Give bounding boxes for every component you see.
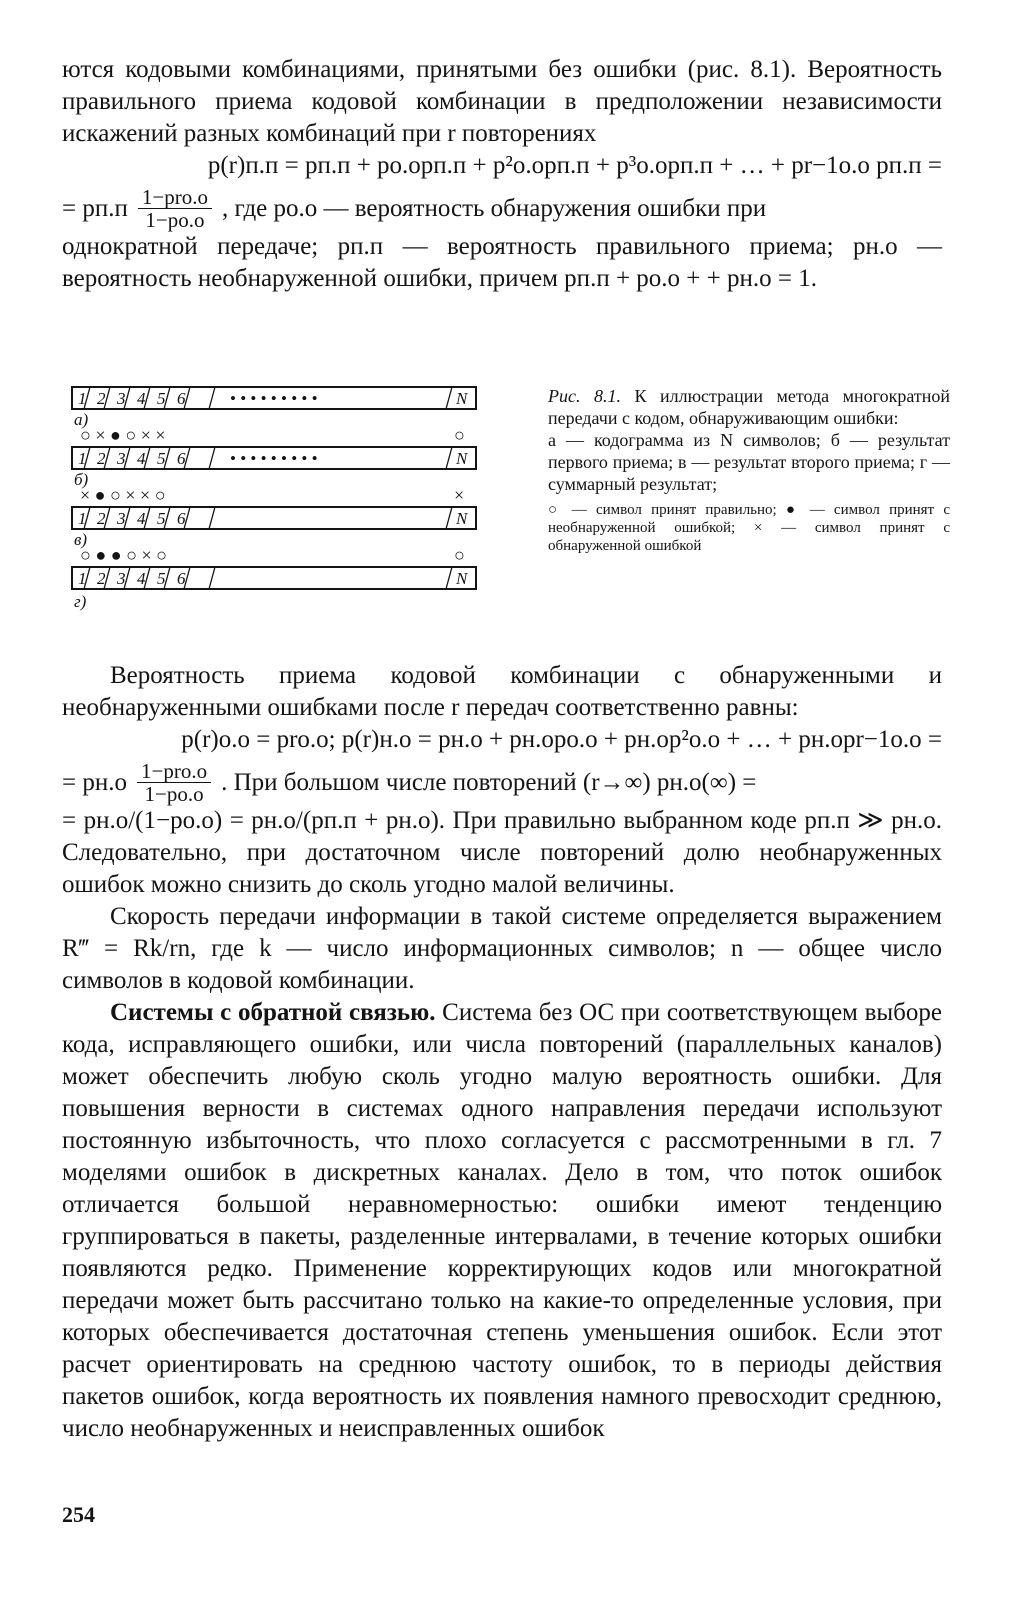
svg-text:× ● ○ × × ○: × ● ○ × × ○ xyxy=(80,485,166,505)
svg-text:○: ○ xyxy=(454,545,465,565)
svg-text:3: 3 xyxy=(117,509,126,528)
svg-text:1: 1 xyxy=(78,449,87,468)
svg-text:2: 2 xyxy=(97,569,106,588)
svg-text:2: 2 xyxy=(97,449,106,468)
formula-1b xyxy=(62,186,942,231)
fraction-1-denominator: 1−po.o xyxy=(145,208,205,232)
svg-text:5: 5 xyxy=(157,449,166,468)
svg-text:N: N xyxy=(456,569,468,588)
paragraph-1-cont: однократной передаче; pп.п — вероятность правильного приема; pн.о — вероятность необнаруженной ошибки, причем pп.п + pо.о + + pн.о = 1. xyxy=(62,233,942,292)
svg-text:N: N xyxy=(456,389,468,408)
svg-text:• • • • • • • • •: • • • • • • • • • xyxy=(230,389,318,408)
paragraph-1: ются кодовыми комбинациями, принятыми без ошибки (рис. 8.1). Вероятность правильного приема кодовой комбинации в предположении независимости искажений разных комбинаций при r повторениях xyxy=(62,56,942,147)
formula-2b xyxy=(62,760,942,805)
svg-text:4: 4 xyxy=(137,509,146,528)
page-number: 254 xyxy=(62,1502,95,1527)
fraction-2-denominator: 1−po.o xyxy=(144,782,204,806)
caption-body: К иллюстрации метода многократной передачи с кодом, обнаруживающим ошибки: xyxy=(548,386,950,428)
formula-1: p(r)п.п = pп.п + pо.оpп.п + p²о.оpп.п + p³о.оpп.п + … + pr−1о.о pп.п = xyxy=(207,152,942,179)
caption-title: Рис. 8.1. xyxy=(548,386,621,406)
svg-text:1: 1 xyxy=(78,509,87,528)
svg-text:○ ● ● ○ × ○: ○ ● ● ○ × ○ xyxy=(80,545,168,565)
svg-text:в): в) xyxy=(74,530,88,549)
svg-text:4: 4 xyxy=(137,449,146,468)
paragraph-4 xyxy=(62,997,942,1445)
formula-1b-rhs: , где pо.о — вероятность обнаружения ошибки при xyxy=(221,194,767,222)
fraction-1 xyxy=(138,186,212,231)
figure-caption xyxy=(548,385,950,555)
paragraph-2: Вероятность приема кодовой комбинации с обнаруженными и необнаруженными ошибками после r передач соответственно равны: xyxy=(62,662,942,721)
paragraph-2-cont: = pн.о/(1−pо.о) = pн.о/(pп.п + pн.о). При правильно выбранном коде pп.п ≫ pн.о. Следовательно, при достаточном числе повторений долю необнаруженных ошибок можно снизить до сколь угодно малой величины. xyxy=(62,807,942,898)
svg-text:• • • • • • • • •: • • • • • • • • • xyxy=(230,449,318,468)
formula-2: p(r)о.о = prо.о; p(r)н.о = pн.о + pн.оpо.о + pн.оp²о.о + … + pн.оpr−1о.о = xyxy=(181,726,942,753)
svg-text:6: 6 xyxy=(177,389,186,408)
formula-1b-lhs: = pп.п xyxy=(62,194,128,222)
svg-text:N: N xyxy=(456,449,468,468)
svg-text:3: 3 xyxy=(117,569,126,588)
svg-text:а): а) xyxy=(74,410,89,429)
caption-items: а — кодограмма из N символов; б — результат первого приема; в — результат второго приема; г — суммарный результат; xyxy=(548,430,950,494)
svg-text:6: 6 xyxy=(177,569,186,588)
svg-text:1: 1 xyxy=(78,569,87,588)
row-v xyxy=(72,507,476,549)
svg-text:3: 3 xyxy=(117,449,126,468)
svg-text:5: 5 xyxy=(157,509,166,528)
svg-text:6: 6 xyxy=(177,449,186,468)
svg-text:×: × xyxy=(454,485,465,505)
svg-text:N: N xyxy=(456,509,468,528)
fraction-1-numerator: 1−pro.o xyxy=(138,186,212,209)
formula-2b-lhs: = pн.о xyxy=(62,768,127,796)
svg-text:5: 5 xyxy=(157,389,166,408)
page-body xyxy=(62,54,942,295)
svg-text:2: 2 xyxy=(97,389,106,408)
fraction-2-numerator: 1−pro.o xyxy=(137,760,211,783)
formula-2b-rhs: . При большом числе повторений (r→∞) pн.о(∞) = xyxy=(221,768,757,796)
caption-legend: ○ — символ принят правильно; ● — символ принят с необнаруженной ошибкой; × — символ принят с обнаруженной ошибкой xyxy=(548,502,950,554)
fraction-2 xyxy=(137,760,211,805)
paragraph-4-text: Система без ОС при соответствующем выборе кода, исправляющего ошибки, или числа повторений (параллельных каналов) может обеспечить любую сколь угодно малую вероятность ошибки. Для повышения верности в системах одного направления передачи используют постоянную избыточность, что плохо согласуется с рассмотренными в гл. 7 моделями ошибок в дискретных каналах. Дело в том, что поток ошибок отличается большой неравномерностью: ошибки имеют тенденцию группироваться в пакеты, разделенные интервалами, в течение которых ошибки появляются редко. Применение корректирующих кодов или многократной передачи может быть рассчитано только на какие-то определенные условия, при которых обеспечивается достаточная степень уменьшения ошибок. Если этот расчет ориентировать на среднюю частоту ошибок, то в периоды действия пакетов ошибок, когда вероятность их появления намного превосходит среднюю, число необнаруженных и неисправленных ошибок xyxy=(62,999,942,1442)
svg-text:5: 5 xyxy=(157,569,166,588)
section-heading: Системы с обратной связью. xyxy=(110,999,436,1026)
svg-text:г): г) xyxy=(74,592,87,611)
svg-text:6: 6 xyxy=(177,509,186,528)
codogram-diagram xyxy=(70,385,530,655)
paragraph-3: Скорость передачи информации в такой системе определяется выражением R‴ = Rk/rn, где k — число информационных символов; n — общее число символов в кодовой комбинации. xyxy=(62,903,942,994)
svg-text:4: 4 xyxy=(137,389,146,408)
svg-text:○ × ● ○ × ×: ○ × ● ○ × × xyxy=(80,425,166,445)
page-body-2 xyxy=(62,660,942,1445)
svg-text:3: 3 xyxy=(117,389,126,408)
svg-text:б): б) xyxy=(74,470,89,489)
svg-text:4: 4 xyxy=(137,569,146,588)
svg-text:2: 2 xyxy=(97,509,106,528)
row-b xyxy=(72,447,476,489)
svg-text:○: ○ xyxy=(454,425,465,445)
row-g xyxy=(72,567,476,611)
figure-8-1 xyxy=(70,385,950,655)
svg-text:1: 1 xyxy=(78,389,87,408)
row-a xyxy=(72,387,476,429)
